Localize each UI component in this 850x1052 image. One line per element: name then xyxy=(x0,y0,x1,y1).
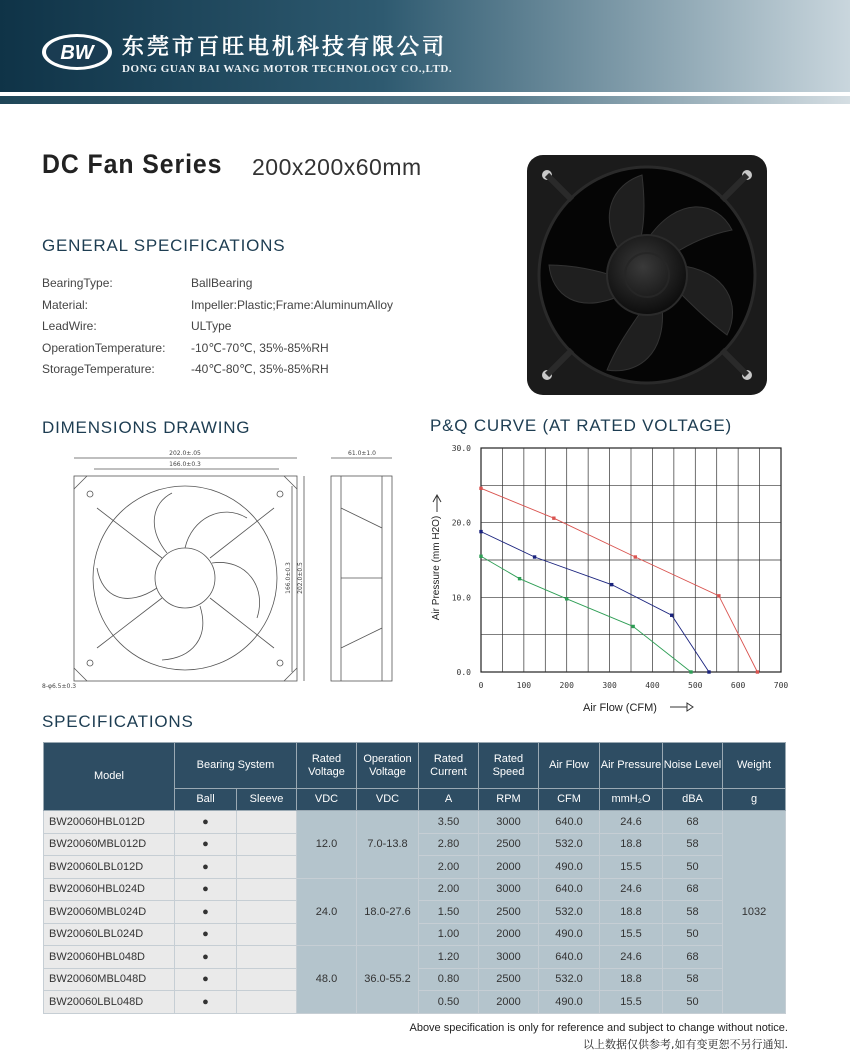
dim-holes-label: 8-φ6.5±0.3 xyxy=(42,683,77,690)
ball-mark-cell: ● xyxy=(175,811,237,834)
noise-cell: 58 xyxy=(663,833,723,856)
speed-cell: 2000 xyxy=(479,856,539,879)
pq-chart xyxy=(425,440,805,720)
unit-rated-voltage: VDC xyxy=(297,789,357,811)
operation-voltage-cell: 7.0-13.8 xyxy=(357,811,419,879)
pq-y-tick: 30.0 xyxy=(451,444,471,453)
series-title: DC Fan Series xyxy=(42,149,223,179)
current-cell: 2.00 xyxy=(419,878,479,901)
speed-cell: 2000 xyxy=(479,991,539,1014)
speed-cell: 2500 xyxy=(479,901,539,924)
speed-cell: 2000 xyxy=(479,923,539,946)
flow-cell: 490.0 xyxy=(539,856,600,879)
dim-outer-label: 202.0±.05 xyxy=(169,450,201,457)
general-spec-label: LeadWire: xyxy=(42,319,97,333)
col-rated-current: Rated Current xyxy=(419,743,479,789)
noise-cell: 58 xyxy=(663,901,723,924)
rated-voltage-cell: 24.0 xyxy=(297,878,357,946)
pq-series-point xyxy=(479,530,482,533)
noise-cell: 68 xyxy=(663,811,723,834)
model-cell: BW20060MBL024D xyxy=(44,901,175,924)
general-spec-label: StorageTemperature: xyxy=(42,362,155,376)
general-spec-heading: GENERAL SPECIFICATIONS xyxy=(42,236,286,255)
pq-series-point xyxy=(565,597,568,600)
ball-mark-cell: ● xyxy=(175,991,237,1014)
ball-mark-cell: ● xyxy=(175,923,237,946)
pq-heading: P&Q CURVE (AT RATED VOLTAGE) xyxy=(430,416,733,435)
pq-y-tick: 0.0 xyxy=(456,668,471,677)
col-rated-voltage: Rated Voltage xyxy=(297,743,357,789)
pq-series-point xyxy=(552,516,555,519)
current-cell: 1.00 xyxy=(419,923,479,946)
flow-cell: 532.0 xyxy=(539,901,600,924)
pressure-cell: 15.5 xyxy=(600,991,663,1014)
pq-series-point xyxy=(756,670,759,673)
unit-current: A xyxy=(419,789,479,811)
pq-series-point xyxy=(518,577,521,580)
flow-cell: 640.0 xyxy=(539,811,600,834)
dimensions-drawing xyxy=(42,448,402,694)
pq-series-point xyxy=(610,583,613,586)
noise-cell: 68 xyxy=(663,946,723,969)
unit-operation-voltage: VDC xyxy=(357,789,419,811)
speed-cell: 3000 xyxy=(479,811,539,834)
noise-cell: 68 xyxy=(663,878,723,901)
ball-mark-cell: ● xyxy=(175,856,237,879)
pq-series-point xyxy=(479,555,482,558)
rated-voltage-cell: 12.0 xyxy=(297,811,357,879)
disclaimer-cn: 以上数据仅供参考,如有变更恕不另行通知. xyxy=(583,1038,788,1051)
current-cell: 3.50 xyxy=(419,811,479,834)
header-stripe xyxy=(0,96,850,104)
pq-series-point xyxy=(631,625,634,628)
ball-mark-cell: ● xyxy=(175,901,237,924)
pressure-cell: 24.6 xyxy=(600,946,663,969)
pq-series-point xyxy=(533,555,536,558)
pq-x-axis-label: Air Flow (CFM) xyxy=(583,702,657,714)
model-cell: BW20060LBL012D xyxy=(44,856,175,879)
speed-cell: 3000 xyxy=(479,946,539,969)
general-spec-row xyxy=(42,362,329,376)
pressure-cell: 15.5 xyxy=(600,923,663,946)
model-cell: BW20060HBL024D xyxy=(44,878,175,901)
bw-logo-icon xyxy=(40,32,114,72)
current-cell: 2.80 xyxy=(419,833,479,856)
col-rated-speed: Rated Speed xyxy=(479,743,539,789)
pressure-cell: 18.8 xyxy=(600,833,663,856)
noise-cell: 50 xyxy=(663,856,723,879)
col-noise-level: Noise Level xyxy=(663,743,723,789)
current-cell: 1.20 xyxy=(419,946,479,969)
sleeve-cell xyxy=(237,991,297,1014)
col-model: Model xyxy=(44,743,175,811)
flow-cell: 490.0 xyxy=(539,923,600,946)
general-spec-value: -10℃-70℃, 35%-85%RH xyxy=(191,340,329,355)
general-spec-label: Material: xyxy=(42,297,89,312)
unit-sleeve: Sleeve xyxy=(237,789,297,811)
arrow-up-icon xyxy=(433,495,441,512)
sleeve-cell xyxy=(237,833,297,856)
unit-flow: CFM xyxy=(539,789,600,811)
pressure-cell: 18.8 xyxy=(600,901,663,924)
general-spec-value: -40℃-80℃, 35%-85%RH xyxy=(191,362,329,376)
operation-voltage-cell: 18.0-27.6 xyxy=(357,878,419,946)
col-bearing-system: Bearing System xyxy=(175,743,297,789)
sleeve-cell xyxy=(237,968,297,991)
flow-cell: 640.0 xyxy=(539,946,600,969)
speed-cell: 3000 xyxy=(479,878,539,901)
pressure-cell: 24.6 xyxy=(600,878,663,901)
pq-grid xyxy=(481,448,781,672)
pq-x-tick: 0 xyxy=(478,681,484,690)
pq-series-point xyxy=(707,670,710,673)
unit-ball: Ball xyxy=(175,789,237,811)
current-cell: 0.50 xyxy=(419,991,479,1014)
ball-mark-cell: ● xyxy=(175,968,237,991)
sleeve-cell xyxy=(237,946,297,969)
pq-y-tick: 10.0 xyxy=(451,593,471,603)
ball-mark-cell: ● xyxy=(175,833,237,856)
pressure-cell: 15.5 xyxy=(600,856,663,879)
rated-voltage-cell: 48.0 xyxy=(297,946,357,1014)
arrow-right-icon xyxy=(670,703,693,711)
operation-voltage-cell: 36.0-55.2 xyxy=(357,946,419,1014)
pq-series-point xyxy=(634,555,637,558)
model-cell: BW20060HBL012D xyxy=(44,811,175,834)
unit-weight: g xyxy=(723,789,786,811)
noise-cell: 50 xyxy=(663,923,723,946)
pressure-cell: 18.8 xyxy=(600,968,663,991)
general-spec-row xyxy=(42,297,394,312)
sleeve-cell xyxy=(237,856,297,879)
general-spec-row xyxy=(42,340,329,355)
pq-x-tick: 200 xyxy=(559,681,574,690)
current-cell: 1.50 xyxy=(419,901,479,924)
pq-x-tick: 500 xyxy=(688,681,703,690)
logo-text: BW xyxy=(60,42,94,64)
specifications-heading: SPECIFICATIONS xyxy=(42,712,194,731)
specifications-body xyxy=(44,811,786,1014)
pq-series-point xyxy=(670,614,673,617)
pq-y-tick: 20.0 xyxy=(451,518,471,528)
general-spec-row xyxy=(42,319,232,333)
flow-cell: 640.0 xyxy=(539,878,600,901)
col-operation-voltage: Operation Voltage xyxy=(357,743,419,789)
flow-cell: 532.0 xyxy=(539,833,600,856)
table-row xyxy=(44,811,786,834)
flow-cell: 490.0 xyxy=(539,991,600,1014)
dim-v-outer-label: 202.0±0.5 xyxy=(297,562,304,594)
disclaimer-en: Above specification is only for reference and subject to change without notice. xyxy=(409,1022,788,1034)
pressure-cell: 24.6 xyxy=(600,811,663,834)
dimensions-heading: DIMENSIONS DRAWING xyxy=(42,418,251,437)
general-spec-value: ULType xyxy=(191,319,232,333)
sleeve-cell xyxy=(237,878,297,901)
noise-cell: 58 xyxy=(663,968,723,991)
general-spec-row xyxy=(42,276,253,290)
sleeve-cell xyxy=(237,811,297,834)
fan-photo xyxy=(527,155,767,395)
general-spec-label: BearingType: xyxy=(42,276,113,290)
table-row xyxy=(44,946,786,969)
company-name-cn: 东莞市百旺电机科技有限公司 xyxy=(122,34,448,60)
pq-series-point xyxy=(717,594,720,597)
dim-depth-label: 61.0±1.0 xyxy=(348,450,376,457)
sleeve-cell xyxy=(237,923,297,946)
unit-pressure: mmH₂O xyxy=(600,789,663,811)
current-cell: 0.80 xyxy=(419,968,479,991)
general-spec-label: OperationTemperature: xyxy=(42,340,166,355)
pq-series-point xyxy=(689,670,692,673)
table-row xyxy=(44,878,786,901)
pq-x-tick: 300 xyxy=(602,681,617,690)
dim-v-inner-label: 166.0±0.3 xyxy=(285,562,292,594)
unit-speed: RPM xyxy=(479,789,539,811)
col-air-pressure: Air Pressure xyxy=(600,743,663,789)
model-cell: BW20060HBL048D xyxy=(44,946,175,969)
model-cell: BW20060MBL048D xyxy=(44,968,175,991)
unit-noise: dBA xyxy=(663,789,723,811)
ball-mark-cell: ● xyxy=(175,946,237,969)
fan-size: 200x200x60mm xyxy=(252,154,422,180)
pq-x-tick: 100 xyxy=(516,681,532,690)
sleeve-cell xyxy=(237,901,297,924)
pq-y-axis-label: Air Pressure (mm H2O) xyxy=(431,515,442,621)
pq-x-tick: 700 xyxy=(773,681,789,690)
general-spec-value: Impeller:Plastic;Frame:AluminumAlloy xyxy=(191,297,394,312)
model-cell: BW20060LBL048D xyxy=(44,991,175,1014)
flow-cell: 532.0 xyxy=(539,968,600,991)
col-weight: Weight xyxy=(723,743,786,789)
ball-mark-cell: ● xyxy=(175,878,237,901)
speed-cell: 2500 xyxy=(479,968,539,991)
noise-cell: 50 xyxy=(663,991,723,1014)
pq-x-tick: 400 xyxy=(645,681,660,690)
general-spec-value: BallBearing xyxy=(191,276,253,290)
weight-cell: 1032 xyxy=(723,811,786,1014)
model-cell: BW20060MBL012D xyxy=(44,833,175,856)
specifications-table xyxy=(43,742,786,1014)
pq-series-point xyxy=(479,487,482,490)
dim-inner-label: 166.0±0.3 xyxy=(169,461,201,468)
model-cell: BW20060LBL024D xyxy=(44,923,175,946)
current-cell: 2.00 xyxy=(419,856,479,879)
speed-cell: 2500 xyxy=(479,833,539,856)
col-air-flow: Air Flow xyxy=(539,743,600,789)
pq-x-tick: 600 xyxy=(730,681,746,690)
company-name-en: DONG GUAN BAI WANG MOTOR TECHNOLOGY CO.,LTD. xyxy=(122,63,453,75)
